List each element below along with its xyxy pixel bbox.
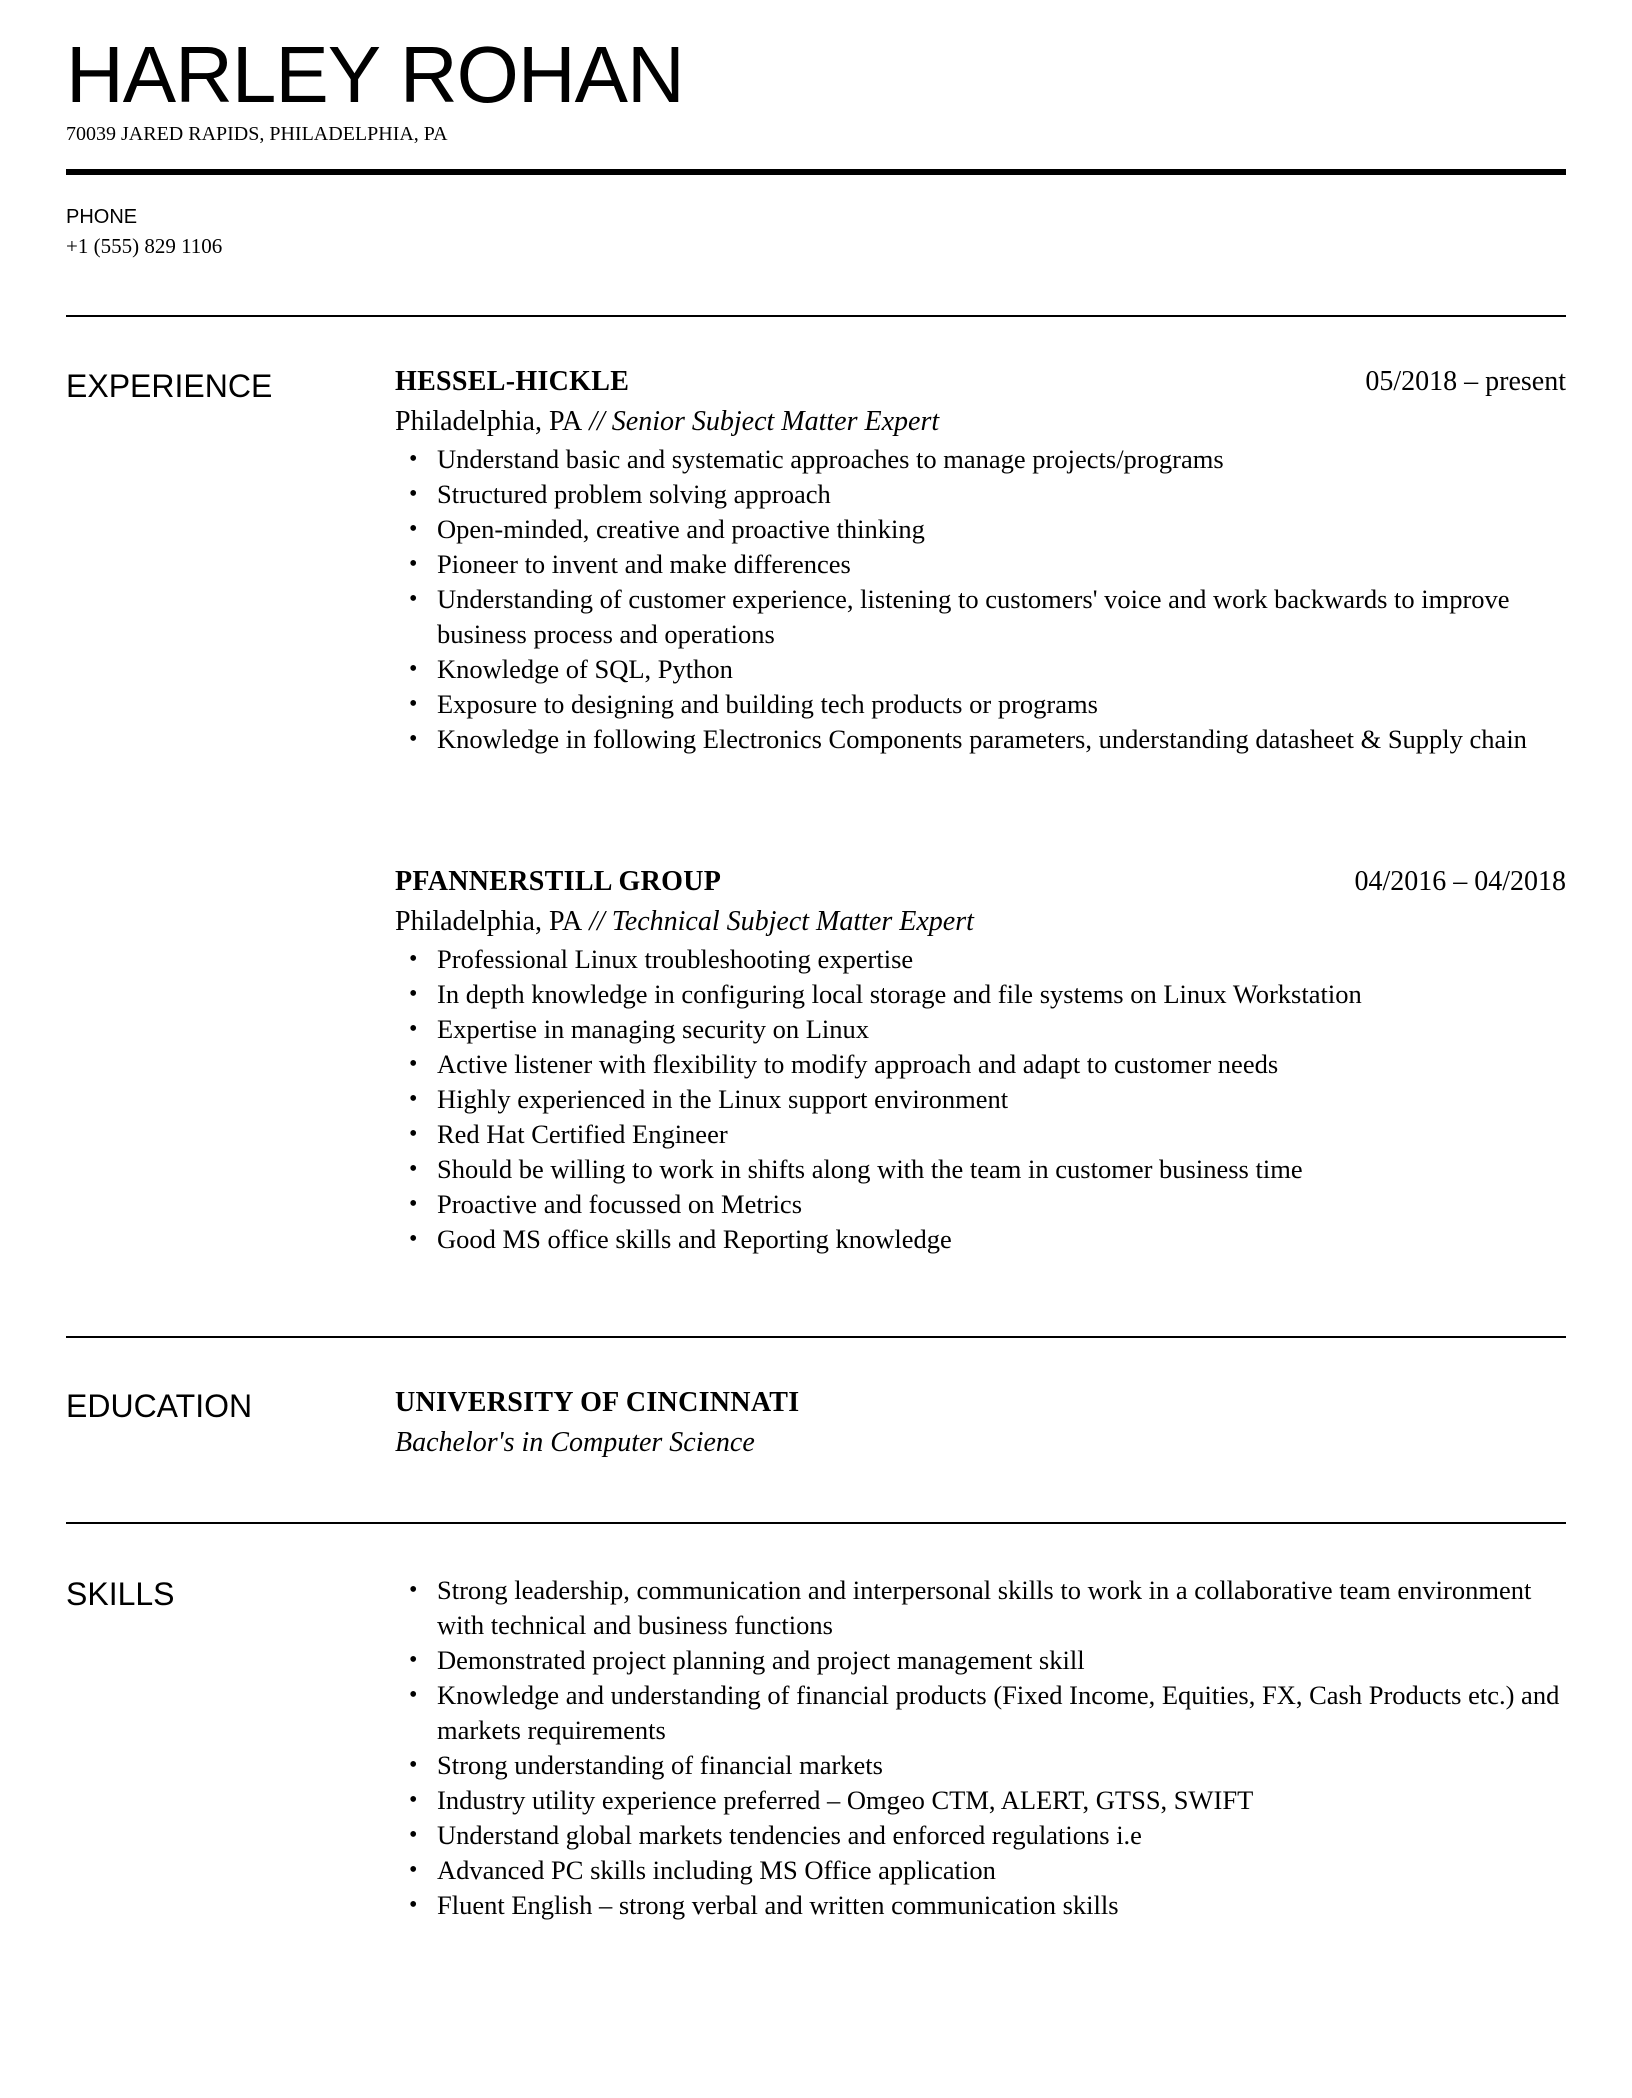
location-role-line	[395, 902, 1566, 942]
company-name: PFANNERSTILL GROUP	[395, 866, 722, 897]
section-divider	[66, 1336, 1566, 1338]
experience-heading: EXPERIENCE	[66, 368, 273, 404]
list-item: • Understanding of customer experience, listening to customers' voice and work backwards to improve business process and operations	[395, 582, 1566, 652]
list-item: • Should be willing to work in shifts along with the team in customer business time	[395, 1152, 1566, 1187]
list-item: • Strong understanding of financial markets	[395, 1748, 1566, 1783]
list-item: • Highly experienced in the Linux support environment	[395, 1082, 1566, 1117]
location-role-line	[395, 402, 1566, 442]
list-item: • Advanced PC skills including MS Office application	[395, 1853, 1566, 1888]
skills-list	[395, 1573, 1566, 1923]
job-title: Technical Subject Matter Expert	[611, 906, 974, 937]
skills-heading: SKILLS	[66, 1576, 175, 1612]
phone-label: PHONE	[66, 206, 138, 228]
entry-header	[395, 362, 1566, 402]
list-item: • Expertise in managing security on Linux	[395, 1012, 1566, 1047]
location: Philadelphia, PA	[395, 406, 583, 437]
list-item: • Proactive and focussed on Metrics	[395, 1187, 1566, 1222]
employment-dates: 05/2018 – present	[1365, 366, 1566, 397]
skills-entry	[395, 1573, 1566, 1923]
location: Philadelphia, PA	[395, 906, 583, 937]
list-item: • In depth knowledge in configuring local storage and file systems on Linux Workstation	[395, 977, 1566, 1012]
list-item: • Pioneer to invent and make differences	[395, 547, 1566, 582]
list-item: • Red Hat Certified Engineer	[395, 1117, 1566, 1152]
candidate-name: HARLEY ROHAN	[66, 30, 684, 119]
list-item: • Professional Linux troubleshooting expertise	[395, 942, 1566, 977]
address: 70039 JARED RAPIDS, PHILADELPHIA, PA	[66, 123, 448, 145]
section-divider	[66, 1522, 1566, 1524]
header-divider	[66, 169, 1566, 175]
list-item: • Active listener with flexibility to modify approach and adapt to customer needs	[395, 1047, 1566, 1082]
degree: Bachelor's in Computer Science	[395, 1427, 755, 1458]
list-item: • Industry utility experience preferred – Omgeo CTM, ALERT, GTSS, SWIFT	[395, 1783, 1566, 1818]
experience-entry	[395, 862, 1566, 1257]
phone-number: +1 (555) 829 1106	[66, 234, 223, 258]
role-separator: //	[582, 906, 612, 937]
list-item: • Exposure to designing and building tech products or programs	[395, 687, 1566, 722]
responsibility-list	[395, 942, 1566, 1257]
entry-header	[395, 862, 1566, 902]
employment-dates: 04/2016 – 04/2018	[1354, 866, 1566, 897]
section-divider	[66, 315, 1566, 317]
list-item: • Knowledge in following Electronics Components parameters, understanding datasheet & Supply chain	[395, 722, 1566, 757]
experience-entry	[395, 362, 1566, 757]
list-item: • Understand global markets tendencies and enforced regulations i.e	[395, 1818, 1566, 1853]
list-item: • Structured problem solving approach	[395, 477, 1566, 512]
list-item: • Demonstrated project planning and project management skill	[395, 1643, 1566, 1678]
education-entry	[395, 1383, 1566, 1463]
job-title: Senior Subject Matter Expert	[611, 406, 940, 437]
school-name: UNIVERSITY OF CINCINNATI	[395, 1387, 800, 1418]
list-item: • Strong leadership, communication and interpersonal skills to work in a collaborative team environment with technical and business functions	[395, 1573, 1566, 1643]
list-item: • Knowledge and understanding of financial products (Fixed Income, Equities, FX, Cash Products etc.) and markets requirements	[395, 1678, 1566, 1748]
list-item: • Open-minded, creative and proactive thinking	[395, 512, 1566, 547]
list-item: • Knowledge of SQL, Python	[395, 652, 1566, 687]
role-separator: //	[582, 406, 612, 437]
entry-header	[395, 1383, 1566, 1423]
company-name: HESSEL-HICKLE	[395, 366, 630, 397]
responsibility-list	[395, 442, 1566, 757]
list-item: • Understand basic and systematic approaches to manage projects/programs	[395, 442, 1566, 477]
education-heading: EDUCATION	[66, 1388, 253, 1424]
list-item: • Good MS office skills and Reporting knowledge	[395, 1222, 1566, 1257]
list-item: • Fluent English – strong verbal and written communication skills	[395, 1888, 1566, 1923]
